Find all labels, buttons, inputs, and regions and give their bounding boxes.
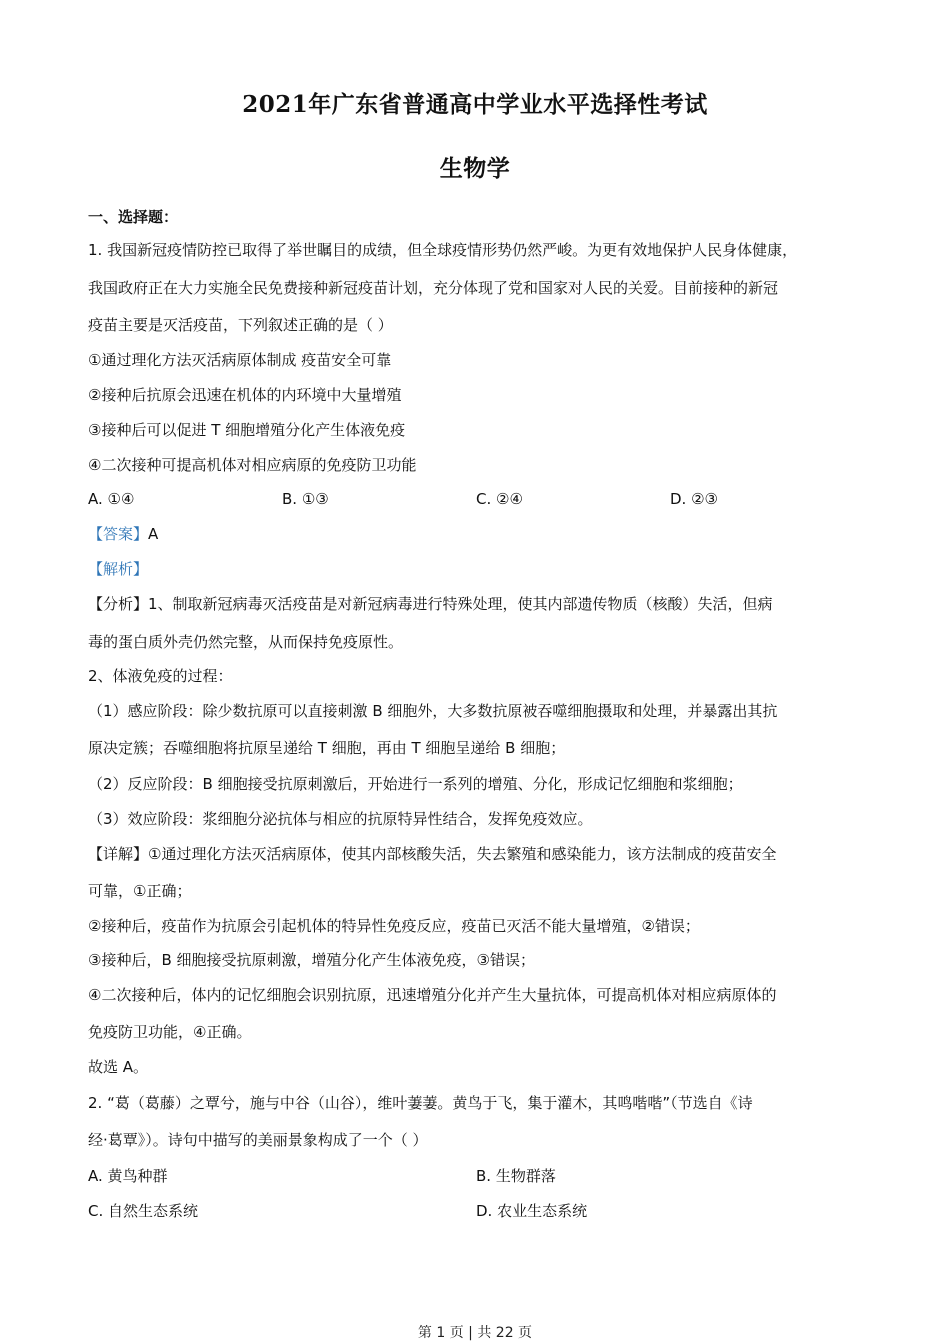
section-heading: 一、选择题： xyxy=(88,208,179,226)
q1-statement: ①通过理化方法灭活病原体制成 疫苗安全可靠 xyxy=(88,351,392,369)
q2-stem-line: 2. “葛（葛藤）之覃兮，施与中谷（山谷），维叶萋萋。黄鸟于飞，集于灌木，其鸣喈喈”（节选自《诗 xyxy=(88,1094,753,1112)
q1-statement: ④二次接种可提高机体对相应病原的免疫防卫功能 xyxy=(88,456,417,474)
detail-line: ②接种后，疫苗作为抗原会引起机体的特异性免疫反应，疫苗已灭活不能大量增殖，②错误； xyxy=(88,917,700,935)
q1-answer xyxy=(88,524,158,544)
q1-option-b: B. ①③ xyxy=(282,490,329,508)
detail-line: 可靠，①正确； xyxy=(88,882,192,900)
q2-option-a: A. 黄鸟种群 xyxy=(88,1167,168,1185)
answer-label: 【答案】 xyxy=(88,525,149,543)
q1-option-c: C. ②④ xyxy=(476,490,523,508)
analysis-line: 2、体液免疫的过程： xyxy=(88,667,233,685)
analysis-line: （1）感应阶段：除少数抗原可以直接刺激 B 细胞外，大多数抗原被吞噬细胞摄取和处理，并暴露出其抗 xyxy=(88,702,778,720)
detail-line: 【详解】①通过理化方法灭活病原体，使其内部核酸失活，失去繁殖和感染能力，该方法制成的疫苗安全 xyxy=(88,845,777,863)
q2-option-c: C. 自然生态系统 xyxy=(88,1202,199,1220)
analysis-line: （2）反应阶段：B 细胞接受抗原刺激后，开始进行一系列的增殖、分化，形成记忆细胞和浆细胞； xyxy=(88,775,743,793)
analysis-line: （3）效应阶段：浆细胞分泌抗体与相应的抗原特异性结合，发挥免疫效应。 xyxy=(88,810,593,828)
answer-value: A xyxy=(148,525,159,543)
detail-line: ③接种后，B 细胞接受抗原刺激，增殖分化产生体液免疫，③错误； xyxy=(88,951,535,969)
q1-stem-line: 我国政府正在大力实施全民免费接种新冠疫苗计划，充分体现了党和国家对人民的关爱。目前接种的新冠 xyxy=(88,279,779,297)
q1-statement: ②接种后抗原会迅速在机体的内环境中大量增殖 xyxy=(88,386,402,404)
q2-stem-line: 经·葛覃》）。诗句中描写的美丽景象构成了一个（ ） xyxy=(88,1131,428,1149)
analysis-label: 【解析】 xyxy=(88,560,149,578)
q2-option-d: D. 农业生态系统 xyxy=(476,1202,588,1220)
conclusion-line: 故选 A。 xyxy=(88,1058,149,1076)
detail-line: ④二次接种后，体内的记忆细胞会识别抗原，迅速增殖分化并产生大量抗体，可提高机体对相应病原体的 xyxy=(88,986,777,1004)
analysis-line: 毒的蛋白质外壳仍然完整，从而保持免疫原性。 xyxy=(88,633,404,651)
analysis-line: 【分析】1、制取新冠病毒灭活疫苗是对新冠病毒进行特殊处理，使其内部遗传物质（核酸）失活，但病 xyxy=(88,595,773,613)
analysis-line: 原决定簇；吞噬细胞将抗原呈递给 T 细胞，再由 T 细胞呈递给 B 细胞； xyxy=(88,739,566,757)
exam-title: 2021年广东省普通高中学业水平选择性考试 xyxy=(242,91,708,118)
subject-title: 生物学 xyxy=(439,155,511,182)
q1-statement: ③接种后可以促进 T 细胞增殖分化产生体液免疫 xyxy=(88,421,406,439)
page-footer: 第 1 页 | 共 22 页 xyxy=(417,1325,533,1341)
q2-option-b: B. 生物群落 xyxy=(476,1167,556,1185)
detail-line: 免疫防卫功能，④正确。 xyxy=(88,1023,252,1041)
q1-option-d: D. ②③ xyxy=(670,490,718,508)
q1-option-a: A. ①④ xyxy=(88,490,135,508)
q1-stem-line: 1. 我国新冠疫情防控已取得了举世瞩目的成绩，但全球疫情形势仍然严峻。为更有效地保护人民身体健康， xyxy=(88,241,798,259)
q1-stem-line: 疫苗主要是灭活疫苗，下列叙述正确的是（ ） xyxy=(88,316,393,334)
